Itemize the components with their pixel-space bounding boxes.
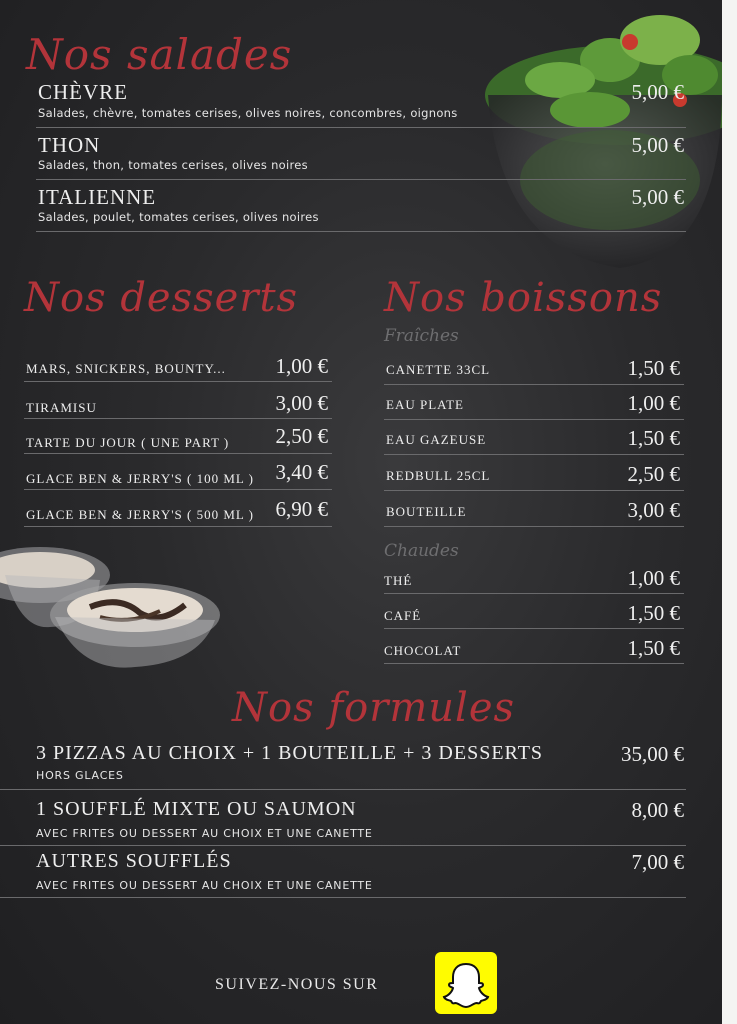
divider <box>24 526 332 527</box>
divider <box>24 381 332 382</box>
divider <box>384 663 684 664</box>
formula-price: 35,00 € <box>621 742 684 766</box>
drink-name: BOUTEILLE <box>386 504 467 519</box>
divider <box>384 526 684 527</box>
divider <box>384 490 684 491</box>
divider <box>24 418 332 419</box>
formula-price: 7,00 € <box>631 850 684 874</box>
drink-price: 1,50 € <box>627 426 680 450</box>
drink-price: 1,00 € <box>627 566 680 590</box>
drink-price: 1,50 € <box>627 601 680 625</box>
drink-price: 3,00 € <box>627 498 680 522</box>
drink-name: CANETTE 33CL <box>386 362 491 377</box>
dessert-price: 6,90 € <box>275 497 328 521</box>
formula-name: 3 PIZZAS AU CHOIX + 1 BOUTEILLE + 3 DESSERTS <box>36 742 544 764</box>
drink-name: EAU PLATE <box>386 397 464 412</box>
formula-name: 1 SOUFFLÉ MIXTE OU SAUMON <box>36 798 357 820</box>
drink-price: 1,00 € <box>627 391 680 415</box>
dessert-price: 1,00 € <box>275 354 328 378</box>
salad-price: 5,00 € <box>631 80 684 104</box>
divider <box>384 454 684 455</box>
drink-name: REDBULL 25CL <box>386 468 491 483</box>
drink-name: CAFÉ <box>384 608 422 623</box>
divider <box>384 419 684 420</box>
formula-name: AUTRES SOUFFLÉS <box>36 850 232 872</box>
divider <box>36 127 686 128</box>
dessert-name: TARTE DU JOUR ( UNE PART ) <box>26 435 230 450</box>
formula-desc: AVEC FRITES OU DESSERT AU CHOIX ET UNE CANETTE <box>36 879 373 892</box>
cold-drinks-title: Fraîches <box>384 326 459 346</box>
formula-desc: HORS GLACES <box>36 769 124 782</box>
divider <box>384 384 684 385</box>
drink-price: 1,50 € <box>627 636 680 660</box>
snapchat-icon[interactable] <box>435 952 497 1014</box>
dessert-name: MARS, SNICKERS, BOUNTY... <box>26 361 226 376</box>
drinks-title: Nos boissons <box>384 275 663 321</box>
desserts-title: Nos desserts <box>24 275 299 321</box>
divider <box>24 489 332 490</box>
salad-desc: Salades, chèvre, tomates cerises, olives noires, concombres, oignons <box>38 106 458 120</box>
drink-name: CHOCOLAT <box>384 643 462 658</box>
dessert-name: GLACE BEN & JERRY'S ( 100 ML ) <box>26 471 254 486</box>
drink-name: EAU GAZEUSE <box>386 432 487 447</box>
formula-price: 8,00 € <box>631 798 684 822</box>
divider <box>384 628 684 629</box>
dessert-name: TIRAMISU <box>26 400 97 415</box>
hot-drinks-title: Chaudes <box>384 541 459 561</box>
drink-name: THÉ <box>384 573 413 588</box>
salad-price: 5,00 € <box>631 133 684 157</box>
salad-name: THON <box>38 133 101 157</box>
dessert-price: 3,00 € <box>275 391 328 415</box>
drink-price: 1,50 € <box>627 356 680 380</box>
salad-desc: Salades, poulet, tomates cerises, olives noires <box>38 210 319 224</box>
divider <box>0 845 686 846</box>
formulas-title: Nos formules <box>232 685 516 731</box>
salad-price: 5,00 € <box>631 185 684 209</box>
divider <box>36 179 686 180</box>
formula-desc: AVEC FRITES OU DESSERT AU CHOIX ET UNE CANETTE <box>36 827 373 840</box>
divider <box>24 453 332 454</box>
salad-name: ITALIENNE <box>38 185 157 209</box>
divider <box>384 593 684 594</box>
dessert-price: 2,50 € <box>275 424 328 448</box>
salad-desc: Salades, thon, tomates cerises, olives noires <box>38 158 308 172</box>
dessert-price: 3,40 € <box>275 460 328 484</box>
divider <box>0 897 686 898</box>
dessert-name: GLACE BEN & JERRY'S ( 500 ML ) <box>26 507 254 522</box>
salad-name: CHÈVRE <box>38 80 128 104</box>
divider <box>36 231 686 232</box>
divider <box>0 789 686 790</box>
drink-price: 2,50 € <box>627 462 680 486</box>
tiramisu-image <box>0 535 225 675</box>
follow-us-text: SUIVEZ-NOUS SUR <box>215 976 379 993</box>
salads-title: Nos salades <box>26 30 293 79</box>
